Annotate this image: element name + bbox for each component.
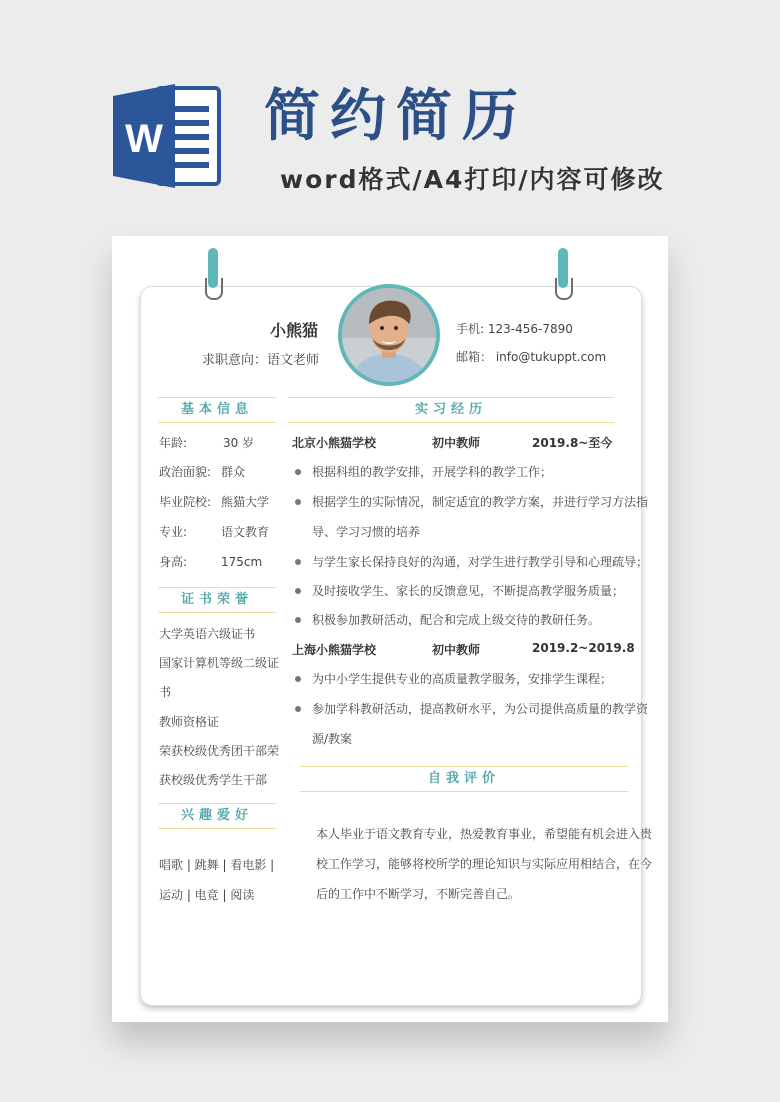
- job-position: 初中教师: [432, 643, 481, 657]
- email: 邮箱： info@tukuppt.com: [456, 350, 607, 364]
- info-value: 175cm: [221, 555, 263, 569]
- bullet-dot-icon: [295, 499, 301, 505]
- certificate-line: 大学英语六级证书: [159, 627, 256, 641]
- candidate-name: 小熊猫: [270, 321, 319, 340]
- logo-letter: W: [125, 117, 163, 161]
- hobby-line: 唱歌 | 跳舞 | 看电影 |: [159, 858, 275, 872]
- avatar-photo-icon: [342, 288, 436, 382]
- banner-subtitle: word格式/A4打印/内容可修改: [280, 165, 665, 194]
- self-evaluation-line: 后的工作中不断学习，不断完善自己。: [316, 887, 521, 901]
- section-title-certificates: 证书荣誉: [158, 587, 276, 613]
- certificate-line: 国家计算机等级二级证: [159, 656, 280, 670]
- bullet-dot-icon: [295, 469, 301, 475]
- section-title-basic-info: 基本信息: [158, 397, 276, 423]
- word-logo-icon: [113, 82, 223, 190]
- job-duty-line: 导、学习习惯的培养: [312, 525, 421, 539]
- section-title-self-evaluation: 自我评价: [300, 766, 628, 792]
- info-label: 政治面貌:: [159, 465, 212, 479]
- job-duty-line: 及时接收学生、家长的反馈意见，不断提高教学服务质量；: [312, 584, 625, 598]
- bullet-dot-icon: [295, 676, 301, 682]
- banner-title: 简约简历: [264, 84, 528, 149]
- job-duty-line: 为中小学生提供专业的高质量教学服务，安排学生课程；: [312, 672, 613, 686]
- info-row-height: [159, 553, 262, 570]
- bullet-dot-icon: [295, 559, 301, 565]
- job-period: 2019.8~至今: [532, 436, 613, 450]
- job-duty-line: 参加学科教研活动，提高教研水平，为公司提供高质量的教学资: [312, 702, 649, 716]
- certificate-line: 荣获校级优秀团干部荣: [159, 744, 280, 758]
- section-title-hobbies: 兴趣爱好: [158, 803, 276, 829]
- job-duty-line: 积极参加教研活动，配合和完成上级交待的教研任务。: [312, 613, 601, 627]
- self-evaluation-line: 校工作学习，能够将校所学的理论知识与实际应用相结合，在今: [316, 857, 653, 871]
- info-label: 身高:: [159, 555, 188, 569]
- info-value: 群众: [221, 465, 246, 479]
- self-evaluation-line: 本人毕业于语文教育专业，热爱教育事业，希望能有机会进入贵: [316, 827, 653, 841]
- job-period: 2019.2~2019.8: [532, 641, 635, 655]
- info-value: 30 岁: [223, 436, 255, 450]
- job-duty-line: 根据学生的实际情况，制定适宜的教学方案，并进行学习方法指: [312, 495, 649, 509]
- avatar: [338, 284, 440, 386]
- info-row-age: [159, 434, 254, 451]
- phone: 手机: 123-456-7890: [456, 322, 573, 336]
- certificate-line: 获校级优秀学生干部: [159, 773, 268, 787]
- bullet-dot-icon: [295, 617, 301, 623]
- job-duty-line: 与学生家长保持良好的沟通，对学生进行教学引导和心理疏导；: [312, 555, 649, 569]
- certificate-line: 书: [159, 685, 172, 699]
- job-position: 初中教师: [432, 436, 481, 450]
- bullet-dot-icon: [295, 588, 301, 594]
- certificate-line: 教师资格证: [159, 715, 220, 729]
- info-row-school: [159, 493, 269, 510]
- info-label: 专业:: [159, 525, 188, 539]
- info-row-major: [159, 523, 269, 540]
- job-duty-line: 源/教案: [312, 732, 353, 746]
- binder-ring-right-icon: [558, 248, 568, 300]
- info-label: 毕业院校:: [159, 495, 212, 509]
- info-label: 年龄:: [159, 436, 188, 450]
- resume-paper: [112, 236, 668, 1022]
- bullet-dot-icon: [295, 706, 301, 712]
- section-title-internship: 实习经历: [288, 397, 614, 423]
- hobby-line: 运动 | 电竞 | 阅读: [159, 888, 255, 902]
- job-school: 北京小熊猫学校: [292, 436, 377, 450]
- banner: [0, 0, 780, 230]
- info-value: 熊猫大学: [221, 495, 270, 509]
- binder-ring-left-icon: [208, 248, 218, 300]
- info-row-political-status: [159, 463, 245, 480]
- job-duty-line: 根据科组的教学安排，开展学科的教学工作；: [312, 465, 553, 479]
- info-value: 语文教育: [221, 525, 270, 539]
- job-objective: 求职意向：语文老师: [202, 353, 320, 368]
- job-school: 上海小熊猫学校: [292, 643, 377, 657]
